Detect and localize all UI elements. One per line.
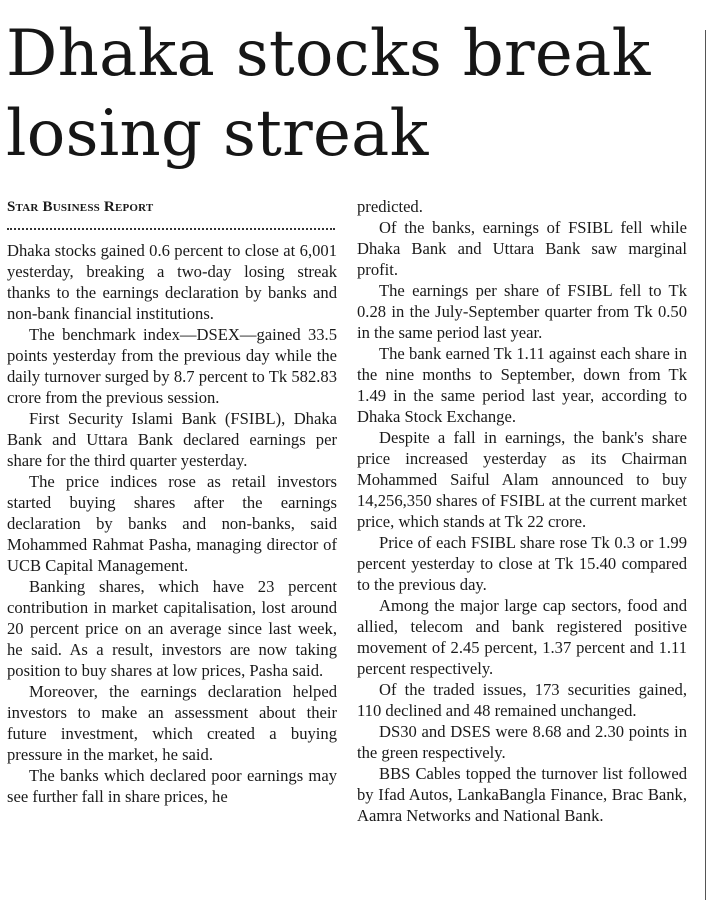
- paragraph: First Security Islami Bank (FSIBL), Dhaka Bank and Uttara Bank declared earnings per share for the third quarter yesterday.: [7, 409, 337, 470]
- paragraph: Of the traded issues, 173 securities gained, 110 declined and 48 remained unchanged.: [357, 680, 687, 720]
- paragraph-continuation: predicted.: [357, 197, 423, 216]
- column-rule: [705, 30, 706, 900]
- paragraph: BBS Cables topped the turnover list followed by Ifad Autos, LankaBangla Finance, Brac Bank, Aamra Networks and National Bank.: [357, 764, 687, 825]
- paragraph: The earnings per share of FSIBL fell to Tk 0.28 in the July-September quarter from Tk 0.50 in the same period last year.: [357, 281, 687, 342]
- paragraph: Dhaka stocks gained 0.6 percent to close at 6,001 yesterday, breaking a two-day losing streak thanks to the earnings declaration by banks and non-bank financial institutions.: [7, 241, 337, 323]
- headline: Dhaka stocks break losing streak: [6, 17, 651, 171]
- byline-dotted-rule: [7, 218, 335, 230]
- paragraph: Banking shares, which have 23 percent contribution in market capitalisation, lost around 20 percent price on an average since last week, he said. As a result, investors are now taking position to buy shares at low prices, Pasha said.: [7, 577, 337, 680]
- paragraph: Price of each FSIBL share rose Tk 0.3 or 1.99 percent yesterday to close at Tk 15.40 compared to the previous day.: [357, 533, 687, 594]
- paragraph: The banks which declared poor earnings may see further fall in share prices, he: [7, 766, 337, 806]
- paragraph: DS30 and DSES were 8.68 and 2.30 points in the green respectively.: [357, 722, 687, 762]
- paragraph: Moreover, the earnings declaration helped investors to make an assessment about their future investment, which created a buying pressure in the market, he said.: [7, 682, 337, 764]
- article-column-right: [357, 196, 687, 826]
- article-column-left: [7, 196, 337, 807]
- paragraph: Despite a fall in earnings, the bank's share price increased yesterday as its Chairman Mohammed Saiful Alam announced to buy 14,256,350 shares of FSIBL at the current market price, which stands at Tk 22 crore.: [357, 428, 687, 531]
- paragraph: The price indices rose as retail investors started buying shares after the earnings declaration by banks and non-banks, said Mohammed Rahmat Pasha, managing director of UCB Capital Management.: [7, 472, 337, 575]
- paragraph: The bank earned Tk 1.11 against each share in the nine months to September, down from Tk 1.49 in the same period last year, according to Dhaka Stock Exchange.: [357, 344, 687, 426]
- byline: Star Business Report: [7, 199, 154, 215]
- paragraph: The benchmark index—DSEX—gained 33.5 points yesterday from the previous day while the daily turnover surged by 8.7 percent to Tk 582.83 crore from the previous session.: [7, 325, 337, 407]
- paragraph: Among the major large cap sectors, food and allied, telecom and bank registered positive movement of 2.45 percent, 1.37 percent and 1.11 percent respectively.: [357, 596, 687, 678]
- paragraph: Of the banks, earnings of FSIBL fell while Dhaka Bank and Uttara Bank saw marginal profit.: [357, 218, 687, 279]
